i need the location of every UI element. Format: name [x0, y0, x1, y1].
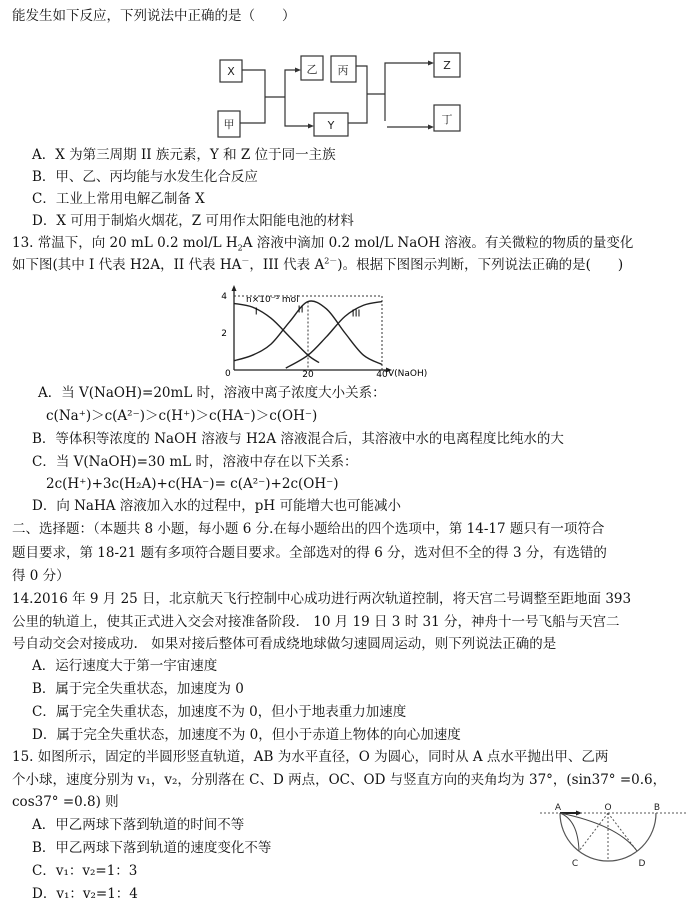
label-z: Z [443, 59, 451, 72]
q15-semicircle-figure [538, 800, 688, 875]
q12-stem: 能发生如下反应，下列说法中正确的是（ ） [12, 8, 296, 24]
q13-option-a-line1: A．当 V(NaOH)=20mL 时，溶液中离子浓度大小关系： [38, 385, 386, 401]
label-ding: 丁 [441, 113, 453, 126]
series-label-II: II [297, 304, 304, 316]
series-label-III: III [351, 308, 361, 320]
q13-stem-line1: 13. 常温下，向 20 mL 0.2 mol/L $H_2A$ 溶液中滴加 0.2 mol/L NaOH 溶液。有关微粒的物质的量变化 [12, 235, 634, 253]
q15-option-a: A．甲乙两球下落到轨道的时间不等 [32, 817, 245, 833]
q15-option-c: C．v₁：v₂=1：3 [32, 863, 138, 879]
series-line-I [234, 303, 319, 362]
trajectory-d [560, 813, 637, 851]
x-tick-label: 20 [302, 370, 314, 377]
y-axis-label: n×10⁻³ mol [246, 295, 299, 305]
origin-label: 0 [225, 369, 231, 377]
q14-option-c: C．属于完全失重状态，加速度不为 0，但小于地表重力加速度 [32, 704, 407, 720]
x-axis-label: V(NaOH) [388, 369, 428, 377]
q14-stem-line3: 号自动交会对接成功. 如果对接后整体可看成绕地球做匀速圆周运动，则下列说法正确的是 [12, 636, 557, 652]
q12-option-a: A．X 为第三周期 II 族元素，Y 和 Z 位于同一主族 [32, 147, 336, 163]
label-c: C [571, 859, 579, 869]
label-y: Y [327, 119, 335, 132]
label-x: X [227, 65, 235, 78]
label-o: O [604, 803, 612, 813]
trajectory-c [560, 813, 579, 851]
q15-option-b: B．甲乙两球下落到轨道的速度变化不等 [32, 840, 272, 856]
label-d: D [638, 859, 646, 869]
q12-reaction-diagram [205, 48, 465, 140]
q13-option-d: D．向 NaHA 溶液加入水的过程中，pH 可能增大也可能减小 [32, 498, 401, 514]
q15-stem-line1: 15. 如图所示，固定的半圆形竖直轨道，AB 为水平直径，O 为圆心，同时从 A 点水平抛出甲、乙两 [12, 749, 609, 765]
q15-stem-line2: 个小球，速度分别为 v₁，v₂，分别落在 C、D 两点，OC、OD 与竖直方向的夹角均为 37°，(sin37° =0.6， [12, 772, 667, 788]
label-yi: 乙 [306, 63, 318, 76]
q15-stem-line3: cos37° =0.8) 则 [12, 794, 119, 810]
q14-option-b: B．属于完全失重状态，加速度为 0 [32, 681, 244, 697]
q13-option-c-line1: C．当 V(NaOH)=30 mL 时，溶液中存在以下关系： [32, 454, 358, 470]
q15-option-d: D．v₁：v₂=1：4 [32, 886, 138, 902]
q12-option-c: C．工业上常用电解乙制备 X [32, 191, 205, 207]
q13-chart [210, 282, 450, 377]
label-jia: 甲 [223, 118, 235, 131]
section2-line3: 得 0 分） [12, 568, 70, 584]
q14-stem-line1: 14.2016 年 9 月 25 日，北京航天飞行控制中心成功进行两次轨道控制，将天宫二号调整至距地面 393 [12, 591, 632, 607]
q13-stem-line2: 如下图(其中 I 代表 H2A，II 代表 HA－，III 代表 $A^{2-}$)。根据下图图示判断，下列说法正确的是( ) [12, 256, 624, 273]
label-b: B [653, 803, 661, 813]
q14-option-d: D．属于完全失重状态，加速度不为 0，但小于赤道上物体的向心加速度 [32, 727, 461, 743]
section2-line2: 题目要求，第 18-21 题有多项符合题目要求。全部选对的得 6 分，选对但不全的得 3 分，有选错的 [12, 545, 607, 561]
y-tick-label: 4 [221, 292, 227, 302]
label-bing: 丙 [337, 64, 349, 77]
q13-option-b: B．等体积等浓度的 NaOH 溶液与 H2A 溶液混合后，其溶液中水的电离程度比纯水的大 [32, 431, 564, 447]
series-label-I: I [254, 306, 258, 318]
q14-option-a: A．运行速度大于第一宇宙速度 [32, 658, 218, 674]
y-axis-arrow [232, 285, 237, 291]
q14-stem-line2: 公里的轨道上，使其正式进入交会对接准备阶段. 10 月 19 日 3 时 31 分，神舟十一号飞船与天宫二 [12, 614, 620, 630]
y-tick-label: 2 [221, 329, 227, 339]
q13-option-a-line2: c(Na⁺)＞c(A²⁻)＞c(H⁺)＞c(HA⁻)＞c(OH⁻) [46, 408, 318, 424]
label-a: A [554, 803, 562, 813]
q13-option-c-line2: 2c(H⁺)+3c(H₂A)+c(HA⁻)= c(A²⁻)+2c(OH⁻) [46, 476, 339, 492]
section2-line1: 二、选择题：（本题共 8 小题，每小题 6 分.在每小题给出的四个选项中，第 14-17 题只有一项符合 [12, 521, 605, 537]
x-tick-label: 40 [376, 370, 388, 377]
q12-option-b: B．甲、乙、丙均能与水发生化合反应 [32, 169, 258, 185]
q12-option-d: D．X 可用于制焰火烟花，Z 可用作太阳能电池的材料 [32, 213, 354, 229]
